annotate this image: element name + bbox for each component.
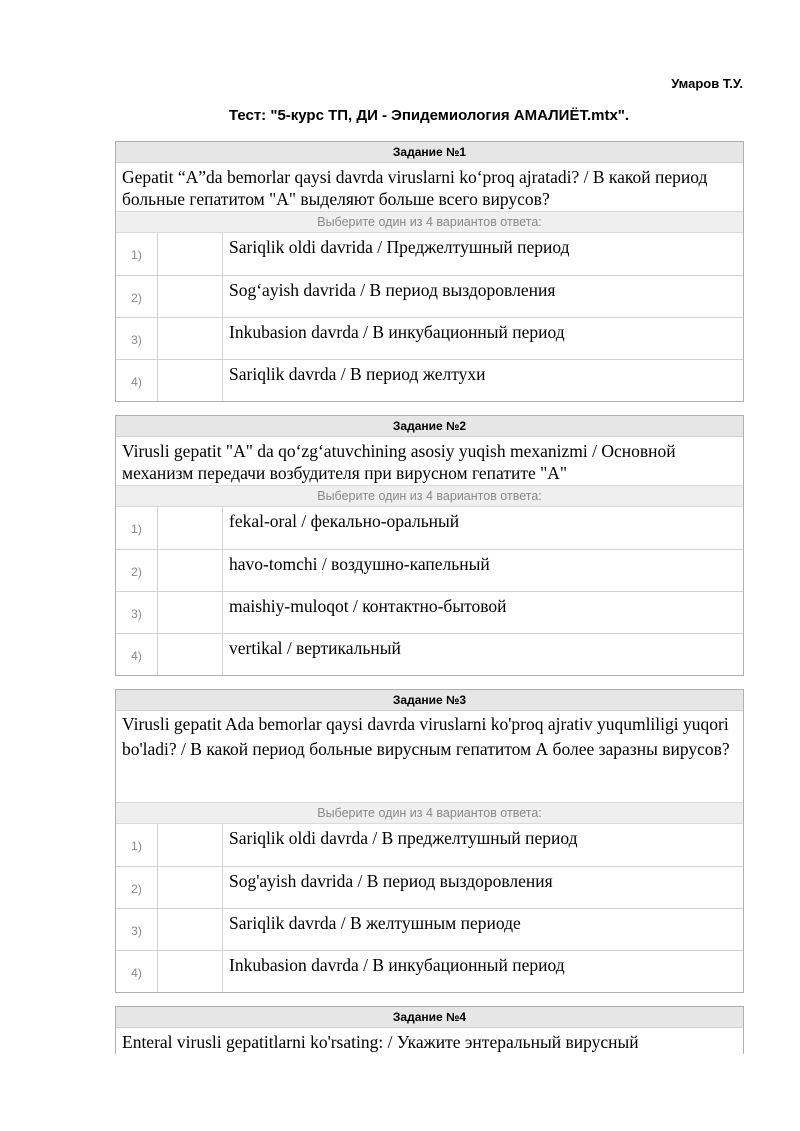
answer-number: 3) [116, 318, 158, 359]
answer-option[interactable] [116, 908, 743, 950]
answer-number: 2) [116, 276, 158, 317]
answer-mark-cell[interactable] [158, 824, 223, 866]
document-title: Тест: "5-курс ТП, ДИ - Эпидемиология АМАЛИЁТ.mtx". [228, 107, 630, 124]
answer-option[interactable] [116, 359, 743, 401]
answer-text: Inkubasion davrda / В инкубационный период [229, 955, 565, 975]
answer-mark-cell[interactable] [158, 550, 223, 591]
answer-number: 1) [116, 233, 158, 275]
answer-number: 4) [116, 951, 158, 992]
answer-mark-cell[interactable] [158, 318, 223, 359]
answer-option[interactable] [116, 950, 743, 992]
answer-mark-cell[interactable] [158, 951, 223, 992]
answer-text: fekal-oral / фекально-оральный [229, 511, 460, 531]
answer-number: 2) [116, 867, 158, 908]
answer-mark-cell[interactable] [158, 867, 223, 908]
answer-text: Sariqlik oldi davrida / Преджелтушный период [229, 237, 570, 257]
answer-mark-cell[interactable] [158, 233, 223, 275]
task-title: Задание №2 [116, 416, 743, 437]
answer-mark-cell[interactable] [158, 507, 223, 549]
task-3 [115, 689, 744, 993]
answer-option[interactable] [116, 633, 743, 675]
question-text: Enteral virusli gepatitlarni ko'rsating: / Укажите энтеральный вирусный [122, 1032, 639, 1052]
answer-mark-cell[interactable] [158, 592, 223, 633]
task-title: Задание №3 [116, 690, 743, 711]
answer-number: 2) [116, 550, 158, 591]
question-text: Virusli gepatit Ada bemorlar qaysi davrda viruslarni ko'proq ajrativ yuqumliligi yuqori bo'ladi? / В какой период больные вирусным гепатитом А более заразны вирусов? [122, 714, 730, 759]
answer-text: Sariqlik davrda / В желтушным периоде [229, 913, 521, 933]
answer-option[interactable] [116, 824, 743, 866]
answer-option[interactable] [116, 591, 743, 633]
answer-option[interactable] [116, 507, 743, 549]
answer-text: Inkubasion davrda / В инкубационный период [229, 322, 565, 342]
answer-number: 3) [116, 592, 158, 633]
task-title: Задание №4 [116, 1007, 743, 1028]
question-text: Virusli gepatit "A" da qo‘zg‘atuvchining asosiy yuqish mexanizmi / Основной механизм передачи возбудителя при вирусном гепатите "А" [122, 441, 676, 483]
answer-option[interactable] [116, 549, 743, 591]
answer-text: Sariqlik oldi davrda / В преджелтушный период [229, 828, 578, 848]
answer-number: 4) [116, 634, 158, 675]
task-4 [115, 1006, 744, 1054]
answer-number: 3) [116, 909, 158, 950]
answer-text: Sog‘ayish davrida / В период выздоровления [229, 280, 556, 300]
task-title: Задание №1 [116, 142, 743, 163]
author-name: Умаров Т.У. [671, 76, 743, 91]
answer-mark-cell[interactable] [158, 634, 223, 675]
answer-text: Sariqlik davrda / В период желтухи [229, 364, 486, 384]
answer-instruction: Выберите один из 4 вариантов ответа: [116, 485, 743, 507]
answer-option[interactable] [116, 275, 743, 317]
answer-mark-cell[interactable] [158, 909, 223, 950]
answer-mark-cell[interactable] [158, 360, 223, 401]
answer-mark-cell[interactable] [158, 276, 223, 317]
question-text: Gepatit “A”da bemorlar qaysi davrda viruslarni ko‘proq ajratadi? / В какой период больные гепатитом "А" выделяют больше всего вирусов? [122, 167, 708, 209]
answer-number: 4) [116, 360, 158, 401]
answer-text: maishiy-muloqot / контактно-бытовой [229, 596, 507, 616]
answer-instruction: Выберите один из 4 вариантов ответа: [116, 802, 743, 824]
answer-text: havo-tomchi / воздушно-капельный [229, 554, 490, 574]
answer-instruction: Выберите один из 4 вариантов ответа: [116, 211, 743, 233]
answer-number: 1) [116, 824, 158, 866]
answer-option[interactable] [116, 233, 743, 275]
answer-text: Sog'ayish davrida / В период выздоровления [229, 871, 553, 891]
task-2 [115, 415, 744, 676]
answer-text: vertikal / вертикальный [229, 638, 401, 658]
answer-option[interactable] [116, 317, 743, 359]
answer-option[interactable] [116, 866, 743, 908]
answer-number: 1) [116, 507, 158, 549]
task-1 [115, 141, 744, 402]
